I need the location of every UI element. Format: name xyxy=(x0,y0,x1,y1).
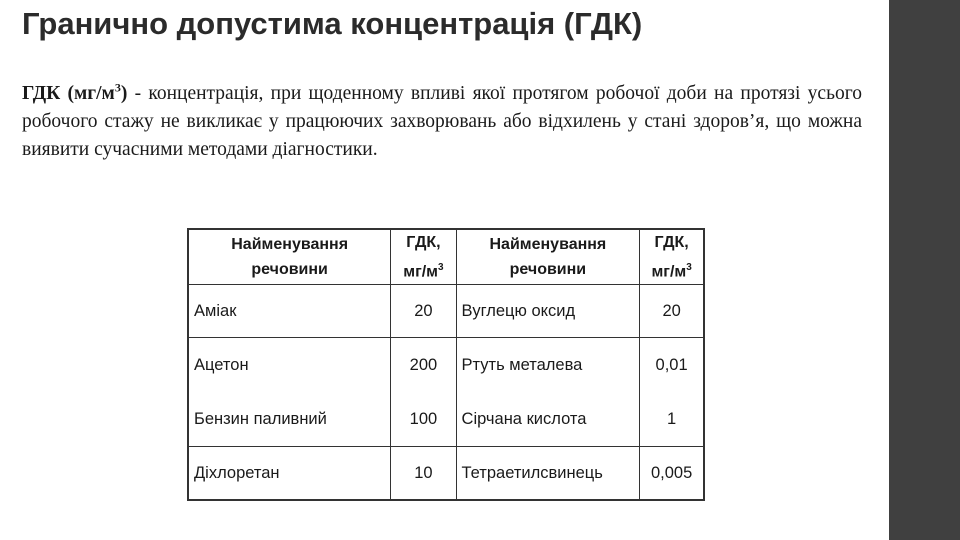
substance-value: 100 xyxy=(409,409,438,428)
gdk-table xyxy=(187,228,705,501)
table-row xyxy=(188,338,704,447)
definition-text: - концентрація, при щоденному впливі якої протягом робочої доби на протязі усього робочого стажу не викликає у працюючих захворювань або відхилень у стані здоров’я, що можна виявити сучасними методами діагностики. xyxy=(22,83,862,160)
substance-name: Ацетон xyxy=(194,355,249,374)
slide-title: Гранично допустима концентрація (ГДК) xyxy=(22,6,643,41)
definition-term: ГДК $(мг/м^3)$ xyxy=(22,80,128,104)
side-bar xyxy=(889,0,960,540)
header-name-1: Найменування речовини xyxy=(188,229,391,285)
header-value-1: ГДК, $мг/м^3$ xyxy=(391,229,456,285)
substance-value: 1 xyxy=(667,409,677,428)
substance-name: Аміак xyxy=(188,285,391,338)
table-row xyxy=(188,447,704,501)
substance-value: 0,01 xyxy=(655,355,688,374)
substance-value: 20 xyxy=(640,285,704,338)
substance-name: Вуглецю оксид xyxy=(456,285,640,338)
substance-name: Бензин паливний xyxy=(194,409,327,428)
table-row xyxy=(188,285,704,338)
table-header-row xyxy=(188,229,704,285)
header-name-2: Найменування речовини xyxy=(456,229,640,285)
substance-name: Діхлоретан xyxy=(188,447,391,501)
substance-value: 20 xyxy=(391,285,456,338)
substance-value: 200 xyxy=(409,355,438,374)
substance-name: Сірчана кислота xyxy=(461,409,587,428)
header-value-2: ГДК, $мг/м^3$ xyxy=(640,229,704,285)
substance-value: 10 xyxy=(391,447,456,501)
substance-value: 0,005 xyxy=(640,447,704,501)
substance-name: Тетраетилсвинець xyxy=(456,447,640,501)
substance-name: Ртуть металева xyxy=(461,355,583,374)
definition-paragraph xyxy=(22,80,862,164)
